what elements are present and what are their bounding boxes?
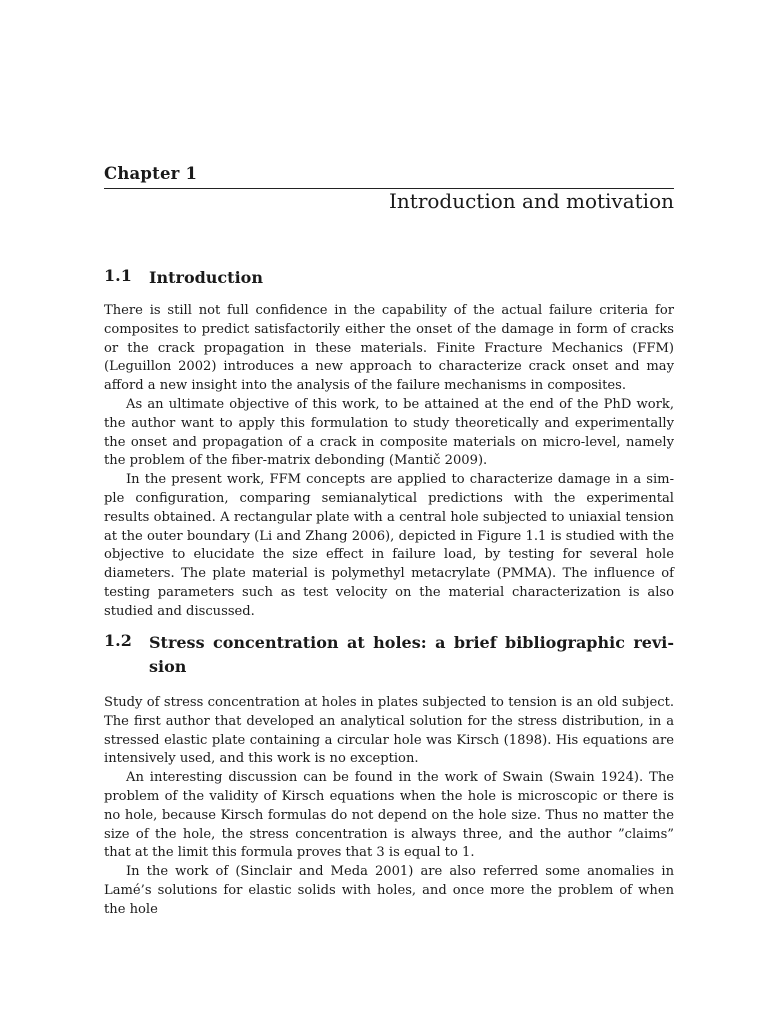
paragraph: In the work of (Sinclair and Meda 2001) are also referred some anomalies in Lamé’s solutions for elastic solids with holes, and once more the problem of when the hole	[104, 864, 674, 917]
chapter-title: Introduction and motivation	[389, 189, 674, 213]
section-body-introduction	[104, 302, 674, 622]
section-title: Stress concentration at holes: a brief bibliographic revision	[149, 633, 674, 676]
section-heading-introduction	[104, 266, 263, 290]
section-number: 1.2	[104, 631, 132, 650]
paragraph: As an ultimate objective of this work, to be attained at the end of the PhD work, the author want to apply this formulation to study theoretically and experimentally the onset and propagation of a crack in composite materials on micro-level, namely the problem of the fiber-matrix debonding (Mantič 2009).	[104, 396, 674, 469]
section-heading-stress-concentration	[104, 631, 674, 679]
section-body-stress-concentration	[104, 694, 674, 920]
paragraph: Study of stress concentration at holes in plates subjected to tension is an old subject. The first author that developed an analytical solution for the stress distribution, in a stressed elastic plate containing a circular hole was Kirsch (1898). His equations are intensively used, and this work is no exception.	[104, 695, 674, 767]
section-number: 1.1	[104, 266, 132, 285]
section-title: Introduction	[149, 268, 263, 287]
paragraph: In the present work, FFM concepts are applied to characterize damage in a simple configuration, comparing semianalytical predictions with the experimental results obtained. A rectangular plate with a central hole subjected to uniaxial tension at the outer boundary (Li and Zhang 2006), depicted in Figure 1.1 is studied with the objective to elucidate the size effect in failure load, by testing for several hole diameters. The plate material is polymethyl metacrylate (PMMA). The influence of testing parameters such as test velocity on the material characterization is also studied and discussed.	[104, 472, 674, 619]
paragraph: There is still not full confidence in the capability of the actual failure criteria for composites to predict satisfactorily either the onset of the damage in form of cracks or the crack propagation in these materials. Finite Fracture Mechanics (FFM) (Leguillon 2002) introduces a new approach to characterize crack onset and may afford a new insight into the analysis of the failure mechanisms in composites.	[104, 303, 674, 394]
paragraph: An interesting discussion can be found in the work of Swain (Swain 1924). The problem of the validity of Kirsch equations when the hole is microscopic or there is no hole, because Kirsch formulas do not depend on the hole size. Thus no matter the size of the hole, the stress concentration is always three, and the author ”claims” that at the limit this formula proves that 3 is equal to 1.	[104, 770, 674, 861]
chapter-label: Chapter 1	[104, 164, 198, 183]
